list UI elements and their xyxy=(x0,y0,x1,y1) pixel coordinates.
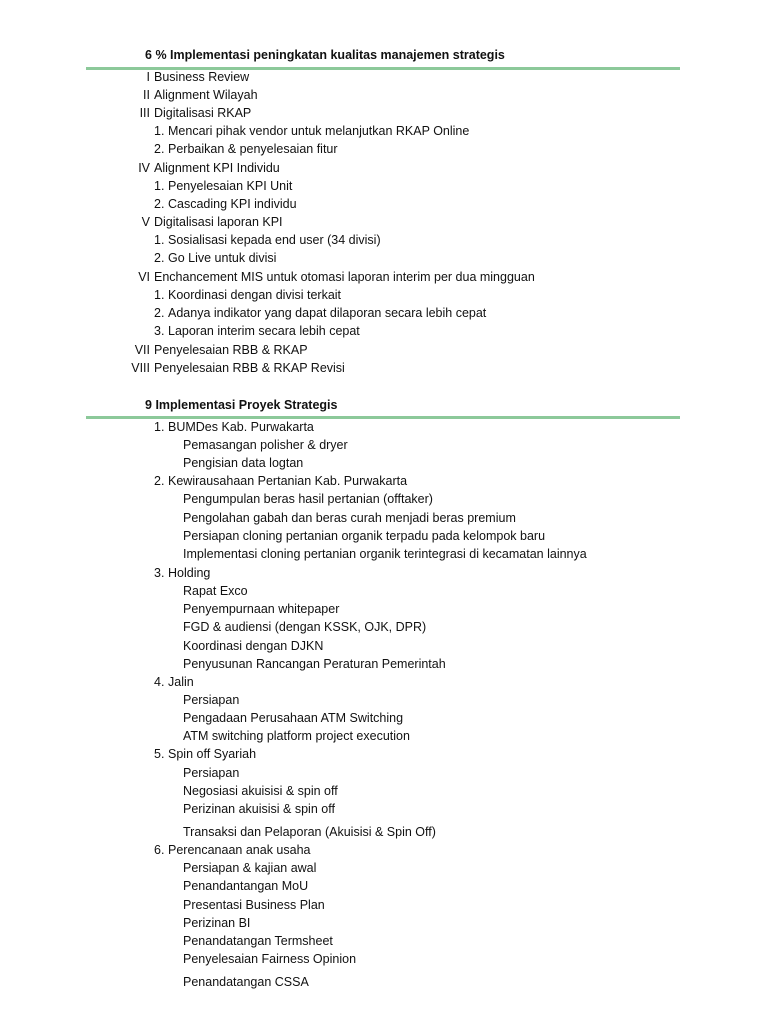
roman-item-label: Alignment KPI Individu xyxy=(154,161,280,175)
roman-numeral: I xyxy=(146,70,150,84)
roman-numeral: IV xyxy=(138,161,150,175)
subitem-number: 2. xyxy=(154,142,165,156)
project-number: 5. xyxy=(154,747,165,761)
subitem-label: Perbaikan & penyelesaian fitur xyxy=(168,142,338,156)
project-task: Koordinasi dengan DJKN xyxy=(183,639,324,653)
subitem-label: Go Live untuk divisi xyxy=(168,251,277,265)
section-1-title: % Implementasi peningkatan kualitas manajemen strategis xyxy=(155,48,505,62)
project-task: Perizinan BI xyxy=(183,916,251,930)
project-label: Spin off Syariah xyxy=(168,747,257,761)
project-task: Penandatangan CSSA xyxy=(183,975,309,989)
project-task: Persiapan cloning pertanian organik terpadu pada kelompok baru xyxy=(183,529,546,543)
roman-numeral: II xyxy=(143,88,150,102)
subitem-number: 2. xyxy=(154,306,165,320)
subitem-label: Sosialisasi kepada end user (34 divisi) xyxy=(168,233,381,247)
roman-item-label: Digitalisasi RKAP xyxy=(154,106,252,120)
project-task: Pemasangan polisher & dryer xyxy=(183,438,348,452)
project-number: 4. xyxy=(154,675,165,689)
roman-numeral: VII xyxy=(134,343,150,357)
project-task: Pengumpulan beras hasil pertanian (offtaker) xyxy=(183,492,433,506)
subitem-number: 1. xyxy=(154,179,165,193)
project-number: 3. xyxy=(154,566,165,580)
project-label: BUMDes Kab. Purwakarta xyxy=(168,420,314,434)
roman-numeral: III xyxy=(139,106,150,120)
roman-item-label: Alignment Wilayah xyxy=(154,88,258,102)
project-number: 6. xyxy=(154,843,165,857)
project-label: Holding xyxy=(168,566,211,580)
subitem-label: Mencari pihak vendor untuk melanjutkan RKAP Online xyxy=(168,124,470,138)
subitem-label: Cascading KPI individu xyxy=(168,197,297,211)
project-task: Penandatangan Termsheet xyxy=(183,934,333,948)
project-task: Persiapan xyxy=(183,693,240,707)
project-task: Implementasi cloning pertanian organik terintegrasi di kecamatan lainnya xyxy=(183,547,587,561)
project-task: FGD & audiensi (dengan KSSK, OJK, DPR) xyxy=(183,620,427,634)
project-number: 1. xyxy=(154,420,165,434)
project-task: Penandantangan MoU xyxy=(183,879,309,893)
roman-numeral: V xyxy=(141,215,150,229)
roman-item-label: Business Review xyxy=(154,70,250,84)
roman-numeral: VI xyxy=(138,270,150,284)
project-task: Pengadaan Perusahaan ATM Switching xyxy=(183,711,404,725)
project-task: Rapat Exco xyxy=(183,584,248,598)
roman-item-label: Digitalisasi laporan KPI xyxy=(154,215,283,229)
subitem-number: 3. xyxy=(154,324,165,338)
project-task: Persiapan & kajian awal xyxy=(183,861,317,875)
project-task: Negosiasi akuisisi & spin off xyxy=(183,784,338,798)
subitem-label: Laporan interim secara lebih cepat xyxy=(168,324,360,338)
project-task: Perizinan akuisisi & spin off xyxy=(183,802,335,816)
roman-item-label: Penyelesaian RBB & RKAP xyxy=(154,343,308,357)
subitem-label: Koordinasi dengan divisi terkait xyxy=(168,288,342,302)
project-number: 2. xyxy=(154,474,165,488)
project-label: Perencanaan anak usaha xyxy=(168,843,311,857)
subitem-number: 2. xyxy=(154,197,165,211)
project-task: Penyelesaian Fairness Opinion xyxy=(183,952,357,966)
subitem-number: 2. xyxy=(154,251,165,265)
subitem-number: 1. xyxy=(154,233,165,247)
subitem-number: 1. xyxy=(154,288,165,302)
project-task: Penyusunan Rancangan Peraturan Pemerintah xyxy=(183,657,446,671)
project-task: Penyempurnaan whitepaper xyxy=(183,602,340,616)
project-task: Transaksi dan Pelaporan (Akuisisi & Spin Off) xyxy=(183,825,436,839)
section-1-number: 6 xyxy=(145,48,152,62)
section-1-heading xyxy=(145,46,505,64)
roman-numeral: VIII xyxy=(131,361,150,375)
subitem-label: Adanya indikator yang dapat dilaporan secara lebih cepat xyxy=(168,306,487,320)
project-task: Pengisian data logtan xyxy=(183,456,304,470)
project-task: Presentasi Business Plan xyxy=(183,898,325,912)
project-task: Pengolahan gabah dan beras curah menjadi beras premium xyxy=(183,511,516,525)
roman-item-label: Enchancement MIS untuk otomasi laporan interim per dua mingguan xyxy=(154,270,535,284)
subitem-number: 1. xyxy=(154,124,165,138)
project-task: Persiapan xyxy=(183,766,240,780)
section-2-title: Implementasi Proyek Strategis xyxy=(155,398,338,412)
section-2-number: 9 xyxy=(145,398,152,412)
project-task: ATM switching platform project execution xyxy=(183,729,410,743)
subitem-label: Penyelesaian KPI Unit xyxy=(168,179,293,193)
project-label: Jalin xyxy=(168,675,194,689)
roman-item-label: Penyelesaian RBB & RKAP Revisi xyxy=(154,361,345,375)
project-label: Kewirausahaan Pertanian Kab. Purwakarta xyxy=(168,474,408,488)
section-2-heading xyxy=(145,396,337,414)
